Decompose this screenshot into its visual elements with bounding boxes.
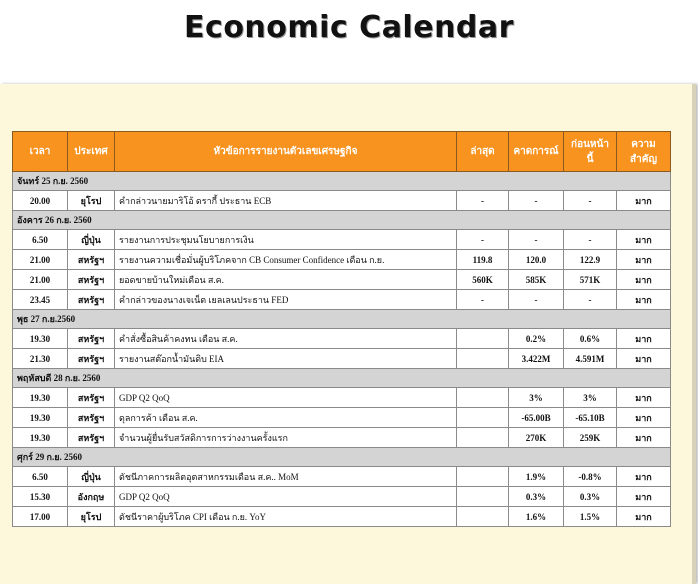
- event-previous: 259K: [564, 428, 617, 448]
- event-topic: GDP Q2 QoQ: [115, 388, 457, 408]
- event-forecast: -: [509, 290, 564, 310]
- event-forecast: 120.0: [509, 250, 564, 270]
- event-country: อังกฤษ: [68, 487, 115, 507]
- calendar-panel: [0, 84, 696, 584]
- event-topic: รายงานการประชุมนโยบายการเงิน: [115, 230, 457, 250]
- event-previous: -: [564, 191, 617, 211]
- event-importance: มาก: [617, 487, 671, 507]
- table-row: [13, 230, 671, 250]
- event-time: 15.30: [13, 487, 68, 507]
- event-country: สหรัฐฯ: [68, 290, 115, 310]
- event-actual: [457, 408, 509, 428]
- day-label: พฤหัสบดี 28 ก.ย. 2560: [13, 369, 671, 388]
- day-header-row: [13, 369, 671, 388]
- event-forecast: 0.2%: [509, 329, 564, 349]
- event-forecast: 3.422M: [509, 349, 564, 369]
- event-actual: [457, 507, 509, 527]
- day-label: อังคาร 26 ก.ย. 2560: [13, 211, 671, 230]
- event-topic: ดัชนีภาคการผลิตอุตสาหกรรมเดือน ส.ค.. MoM: [115, 467, 457, 487]
- event-topic: ดุลการค้า เดือน ส.ค.: [115, 408, 457, 428]
- event-actual: -: [457, 191, 509, 211]
- event-actual: [457, 329, 509, 349]
- day-label: ศุกร์ 29 ก.ย. 2560: [13, 448, 671, 467]
- event-country: ญี่ปุ่น: [68, 467, 115, 487]
- event-topic: คำกล่าวของนางเจเน็ต เยลเลนประธาน FED: [115, 290, 457, 310]
- event-previous: 122.9: [564, 250, 617, 270]
- event-topic: ยอดขายบ้านใหม่เดือน ส.ค.: [115, 270, 457, 290]
- event-time: 17.00: [13, 507, 68, 527]
- event-importance: มาก: [617, 290, 671, 310]
- event-importance: มาก: [617, 329, 671, 349]
- table-row: [13, 507, 671, 527]
- table-header-row: [13, 132, 671, 172]
- table-row: [13, 428, 671, 448]
- event-topic: คำสั่งซื้อสินค้าคงทน เดือน ส.ค.: [115, 329, 457, 349]
- event-actual: [457, 428, 509, 448]
- header-country: ประเทศ: [68, 132, 115, 172]
- event-importance: มาก: [617, 408, 671, 428]
- event-time: 6.50: [13, 467, 68, 487]
- header-previous: ก่อนหน้านี้: [564, 132, 617, 172]
- header-topic: หัวข้อการรายงานตัวเลขเศรษฐกิจ: [115, 132, 457, 172]
- event-time: 21.00: [13, 270, 68, 290]
- event-importance: มาก: [617, 428, 671, 448]
- event-forecast: -65.00B: [509, 408, 564, 428]
- day-header-row: [13, 172, 671, 191]
- event-previous: -0.8%: [564, 467, 617, 487]
- event-previous: 1.5%: [564, 507, 617, 527]
- event-topic: รายงานสต๊อกน้ำมันดิบ EIA: [115, 349, 457, 369]
- table-row: [13, 408, 671, 428]
- event-forecast: -: [509, 191, 564, 211]
- event-actual: -: [457, 290, 509, 310]
- table-row: [13, 191, 671, 211]
- event-importance: มาก: [617, 270, 671, 290]
- event-forecast: 270K: [509, 428, 564, 448]
- event-previous: 0.3%: [564, 487, 617, 507]
- event-forecast: 1.6%: [509, 507, 564, 527]
- event-importance: มาก: [617, 349, 671, 369]
- event-topic: รายงานความเชื่อมั่นผู้บริโภคจาก CB Consumer Confidence เดือน ก.ย.: [115, 250, 457, 270]
- day-header-row: [13, 211, 671, 230]
- event-previous: -65.10B: [564, 408, 617, 428]
- event-country: สหรัฐฯ: [68, 408, 115, 428]
- event-time: 19.30: [13, 329, 68, 349]
- table-body: [13, 172, 671, 527]
- event-actual: [457, 349, 509, 369]
- event-time: 19.30: [13, 408, 68, 428]
- header-actual: ล่าสุด: [457, 132, 509, 172]
- event-forecast: 3%: [509, 388, 564, 408]
- day-label: จันทร์ 25 ก.ย. 2560: [13, 172, 671, 191]
- event-topic: ดัชนีราคาผู้บริโภค CPI เดือน ก.ย. YoY: [115, 507, 457, 527]
- event-time: 6.50: [13, 230, 68, 250]
- day-header-row: [13, 448, 671, 467]
- table-row: [13, 290, 671, 310]
- page-title: Economic Calendar: [184, 10, 514, 45]
- event-country: ยุโรป: [68, 507, 115, 527]
- event-country: สหรัฐฯ: [68, 250, 115, 270]
- day-label: พุธ 27 ก.ย.2560: [13, 310, 671, 329]
- event-topic: คำกล่าวนายมาริโอ้ ดรากี้ ประธาน ECB: [115, 191, 457, 211]
- event-importance: มาก: [617, 388, 671, 408]
- table-row: [13, 349, 671, 369]
- table-row: [13, 329, 671, 349]
- event-country: สหรัฐฯ: [68, 270, 115, 290]
- event-time: 21.30: [13, 349, 68, 369]
- economic-calendar-table: [12, 131, 671, 527]
- event-previous: -: [564, 230, 617, 250]
- event-forecast: 1.9%: [509, 467, 564, 487]
- event-actual: [457, 388, 509, 408]
- event-topic: จำนวนผู้ยื่นรับสวัสดิการการว่างงานครั้งแรก: [115, 428, 457, 448]
- event-importance: มาก: [617, 507, 671, 527]
- event-topic: GDP Q2 QoQ: [115, 487, 457, 507]
- event-actual: 560K: [457, 270, 509, 290]
- table-row: [13, 487, 671, 507]
- event-actual: [457, 487, 509, 507]
- event-importance: มาก: [617, 467, 671, 487]
- event-country: สหรัฐฯ: [68, 329, 115, 349]
- event-time: 19.30: [13, 388, 68, 408]
- table-row: [13, 467, 671, 487]
- table-row: [13, 250, 671, 270]
- event-country: สหรัฐฯ: [68, 388, 115, 408]
- day-header-row: [13, 310, 671, 329]
- event-country: ญี่ปุ่น: [68, 230, 115, 250]
- event-previous: -: [564, 290, 617, 310]
- event-time: 20.00: [13, 191, 68, 211]
- event-previous: 0.6%: [564, 329, 617, 349]
- header-time: เวลา: [13, 132, 68, 172]
- event-country: ยุโรป: [68, 191, 115, 211]
- event-country: สหรัฐฯ: [68, 428, 115, 448]
- event-previous: 571K: [564, 270, 617, 290]
- event-previous: 4.591M: [564, 349, 617, 369]
- event-forecast: -: [509, 230, 564, 250]
- event-country: สหรัฐฯ: [68, 349, 115, 369]
- header-forecast: คาดการณ์: [509, 132, 564, 172]
- table-row: [13, 270, 671, 290]
- event-forecast: 0.3%: [509, 487, 564, 507]
- event-forecast: 585K: [509, 270, 564, 290]
- table-row: [13, 388, 671, 408]
- event-actual: [457, 467, 509, 487]
- event-time: 23.45: [13, 290, 68, 310]
- event-actual: -: [457, 230, 509, 250]
- event-time: 19.30: [13, 428, 68, 448]
- event-previous: 3%: [564, 388, 617, 408]
- event-importance: มาก: [617, 250, 671, 270]
- event-importance: มาก: [617, 230, 671, 250]
- event-time: 21.00: [13, 250, 68, 270]
- header-importance: ความสำคัญ: [617, 132, 671, 172]
- event-importance: มาก: [617, 191, 671, 211]
- event-actual: 119.8: [457, 250, 509, 270]
